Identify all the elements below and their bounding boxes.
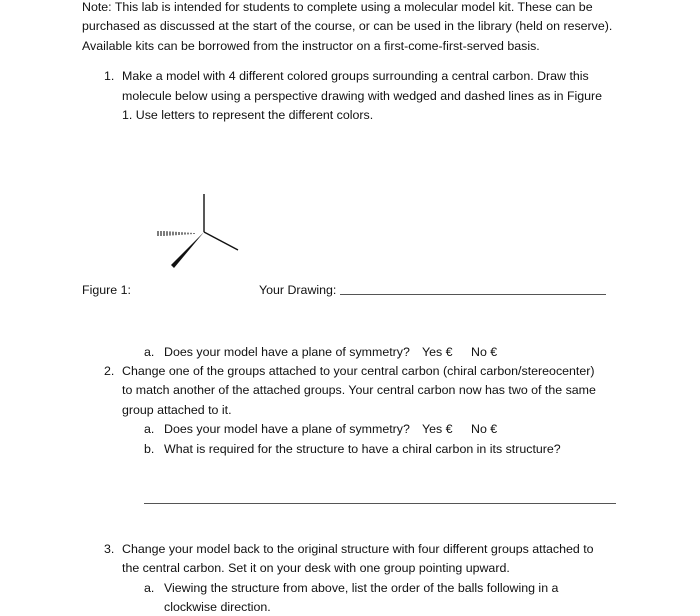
q1a-no-option[interactable]: No € bbox=[471, 345, 498, 359]
q1-line-2: molecule below using a perspective drawing with wedged and dashed lines as in Figure bbox=[122, 89, 603, 103]
note-line-1: Note: This lab is intended for students to complete using a molecular model kit. These can be bbox=[82, 0, 593, 14]
q3-line-2: the central carbon. Set it on your desk with one group pointing upward. bbox=[122, 561, 510, 575]
your-drawing-label: Your Drawing: bbox=[259, 283, 337, 297]
q2-line-2: to match another of the attached groups. Your central carbon now has two of the same bbox=[122, 383, 596, 397]
q2a-yes-option[interactable]: Yes € bbox=[422, 422, 453, 436]
q1a-question: Does your model have a plane of symmetry? bbox=[164, 345, 410, 359]
q3a-letter: a. bbox=[144, 581, 155, 595]
note-line-3: Available kits can be borrowed from the instructor on a first-come-first-served basis. bbox=[82, 39, 540, 53]
wedge-bond bbox=[171, 232, 204, 268]
q3-line-1: Change your model back to the original structure with four different groups attached to bbox=[122, 542, 594, 556]
q1a-letter: a. bbox=[144, 345, 155, 359]
dashed-bond bbox=[158, 231, 194, 236]
q2-line-1: Change one of the groups attached to your central carbon (chiral carbon/stereocenter) bbox=[122, 364, 595, 378]
q3a-line-1: Viewing the structure from above, list the order of the balls following in a bbox=[164, 581, 559, 595]
q1-number: 1. bbox=[104, 69, 115, 83]
q3a-line-2: clockwise direction. bbox=[164, 600, 271, 614]
q2a-no-option[interactable]: No € bbox=[471, 422, 498, 436]
q2-number: 2. bbox=[104, 364, 115, 378]
molecule-perspective-drawing bbox=[150, 186, 250, 276]
q1-line-3: 1. Use letters to represent the different colors. bbox=[122, 108, 374, 122]
q2b-letter: b. bbox=[144, 442, 155, 456]
q2a-question: Does your model have a plane of symmetry? bbox=[164, 422, 410, 436]
figure-1-label: Figure 1: bbox=[82, 283, 131, 297]
q1-line-1: Make a model with 4 different colored groups surrounding a central carbon. Draw this bbox=[122, 69, 589, 83]
note-line-2: purchased as discussed at the start of the course, or can be used in the library (held on reserve). bbox=[82, 19, 613, 33]
q1a-yes-option[interactable]: Yes € bbox=[422, 345, 453, 359]
q2b-answer-line[interactable] bbox=[144, 503, 616, 504]
q2-line-3: group attached to it. bbox=[122, 403, 232, 417]
your-drawing-answer-line[interactable] bbox=[340, 294, 606, 295]
q2a-letter: a. bbox=[144, 422, 155, 436]
q2b-question: What is required for the structure to have a chiral carbon in its structure? bbox=[164, 442, 561, 456]
q3-number: 3. bbox=[104, 542, 115, 556]
bond-right bbox=[204, 232, 238, 250]
